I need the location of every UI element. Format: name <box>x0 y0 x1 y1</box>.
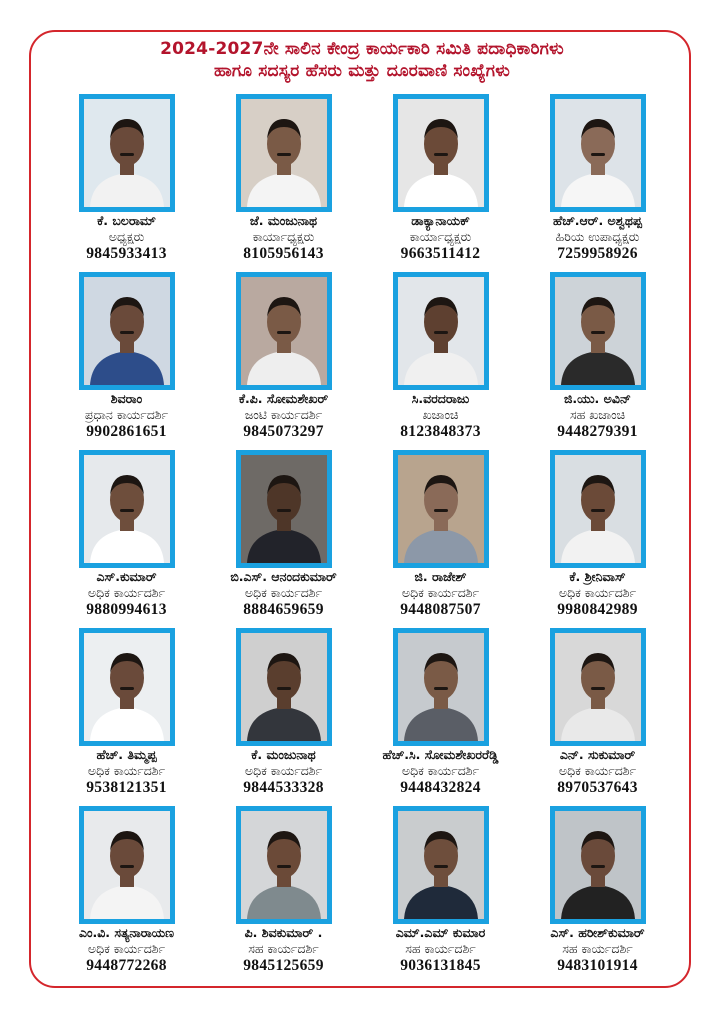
member-name: ಶಿವರಾಂ <box>110 391 143 406</box>
member-photo <box>79 628 175 746</box>
member-card <box>48 806 205 984</box>
member-photo <box>79 94 175 212</box>
member-role: ಹಿರಿಯ ಉಪಾಧ್ಯಕ್ಷರು <box>555 229 640 244</box>
member-name: ಡಾಕ್ಯಾನಾಯಕ್ <box>411 213 470 228</box>
member-card <box>362 94 519 272</box>
page-title-line-2: ಹಾಗೂ ಸದಸ್ಯರ ಹೆಸರು ಮತ್ತು ದೂರವಾಣಿ ಸಂಖ್ಯೆಗಳು <box>213 61 511 81</box>
member-photo <box>550 628 646 746</box>
member-photo <box>236 272 332 390</box>
member-photo <box>393 806 489 924</box>
member-name: ಪಿ. ಶಿವಕುಮಾರ್ . <box>244 925 323 940</box>
member-photo <box>393 94 489 212</box>
member-photo <box>236 94 332 212</box>
member-name: ಹೆಚ್.ಸಿ. ಸೋಮಶೇಖರರೆಡ್ಡಿ <box>382 747 499 762</box>
member-phone: 9448772268 <box>86 957 167 974</box>
member-photo <box>79 272 175 390</box>
member-phone: 9448432824 <box>400 779 481 796</box>
member-role: ಖಜಾಂಚಿ <box>422 407 459 422</box>
member-photo <box>79 450 175 568</box>
member-name: ಎಸ್. ಹರೀಶ್‌ಕುಮಾರ್ <box>550 925 645 940</box>
member-card <box>48 628 205 806</box>
member-photo <box>393 628 489 746</box>
member-role: ಅಧಿಕ ಕಾರ್ಯದರ್ಶಿ <box>87 763 166 778</box>
member-role: ಸಹ ಕಾರ್ಯದರ್ಶಿ <box>562 941 633 956</box>
member-phone: 9448087507 <box>400 601 481 618</box>
member-grid <box>48 94 676 984</box>
member-card <box>362 628 519 806</box>
member-card <box>519 272 676 450</box>
member-card <box>48 94 205 272</box>
member-name: ಕೆ. ಶ್ರೀನಿವಾಸ್ <box>569 569 626 584</box>
member-card <box>48 450 205 628</box>
member-role: ಸಹ ಖಜಾಂಚಿ <box>569 407 626 422</box>
member-phone: 9036131845 <box>400 957 481 974</box>
member-name: ಜಿ.ಯು. ಅವಿನ್ <box>564 391 631 406</box>
member-phone: 8123848373 <box>400 423 481 440</box>
member-role: ಅಧಿಕ ಕಾರ್ಯದರ್ಶಿ <box>87 585 166 600</box>
member-phone: 9902861651 <box>86 423 167 440</box>
member-phone: 9538121351 <box>86 779 167 796</box>
member-phone: 9845933413 <box>86 245 167 262</box>
member-phone: 8105956143 <box>243 245 324 262</box>
member-photo <box>79 806 175 924</box>
member-name: ಕೆ. ಮಂಜುನಾಥ <box>251 747 316 762</box>
member-role: ಕಾರ್ಯಾಧ್ಯಕ್ಷರು <box>409 229 472 244</box>
member-phone: 7259958926 <box>557 245 638 262</box>
member-name: ಎಮ್.ಎಮ್ ಕುಮಾರ <box>395 925 486 940</box>
member-photo <box>393 272 489 390</box>
member-role: ಕಾರ್ಯಾಧ್ಯಕ್ಷರು <box>252 229 315 244</box>
member-role: ಅಧಿಕ ಕಾರ್ಯದರ್ಶಿ <box>244 763 323 778</box>
member-phone: 9483101914 <box>557 957 638 974</box>
page-title-line-1: 2024-2027ನೇ ಸಾಲಿನ ಕೇಂದ್ರ ಕಾರ್ಯಕಾರಿ ಸಮಿತಿ ಪದಾಧಿಕಾರಿಗಳು <box>160 39 564 59</box>
member-name: ಬಿ.ಎಸ್. ಆನಂದಕುಮಾರ್ <box>230 569 337 584</box>
member-phone: 9448279391 <box>557 423 638 440</box>
member-role: ಜಂಟಿ ಕಾರ್ಯದರ್ಶಿ <box>244 407 323 422</box>
member-photo <box>550 806 646 924</box>
member-photo <box>236 450 332 568</box>
member-phone: 9880994613 <box>86 601 167 618</box>
member-role: ಅಧಿಕ ಕಾರ್ಯದರ್ಶಿ <box>401 763 480 778</box>
member-role: ಸಹ ಕಾರ್ಯದರ್ಶಿ <box>405 941 476 956</box>
member-phone: 9845125659 <box>243 957 324 974</box>
member-phone: 9663511412 <box>400 245 481 262</box>
member-phone: 9980842989 <box>557 601 638 618</box>
member-photo <box>550 94 646 212</box>
member-role: ಅಧಿಕ ಕಾರ್ಯದರ್ಶಿ <box>87 941 166 956</box>
member-name: ಜಿ. ರಾಜೇಶ್ <box>414 569 467 584</box>
member-role: ಸಹ ಕಾರ್ಯದರ್ಶಿ <box>248 941 319 956</box>
member-card <box>205 450 362 628</box>
member-photo <box>393 450 489 568</box>
member-card <box>362 806 519 984</box>
member-card <box>519 806 676 984</box>
member-phone: 8970537643 <box>557 779 638 796</box>
member-card <box>519 628 676 806</box>
member-role: ಅಧಿಕ ಕಾರ್ಯದರ್ಶಿ <box>558 763 637 778</box>
member-role: ಅಧಿಕ ಕಾರ್ಯದರ್ಶಿ <box>558 585 637 600</box>
member-name: ಎನ್. ಸುಕುಮಾರ್ <box>559 747 636 762</box>
member-photo <box>236 806 332 924</box>
member-role: ಅಧಿಕ ಕಾರ್ಯದರ್ಶಿ <box>401 585 480 600</box>
member-phone: 9844533328 <box>243 779 324 796</box>
member-role: ಅಧಿಕ ಕಾರ್ಯದರ್ಶಿ <box>244 585 323 600</box>
member-card <box>362 450 519 628</box>
member-name: ಎಂ.ವಿ. ಸತ್ಯನಾರಾಯಣ <box>78 925 175 940</box>
member-phone: 9845073297 <box>243 423 324 440</box>
member-phone: 8884659659 <box>243 601 324 618</box>
member-card <box>519 94 676 272</box>
member-card <box>205 806 362 984</box>
member-role: ಅಧ್ಯಕ್ಷರು <box>108 229 145 244</box>
member-name: ಹೆಚ್.ಆರ್. ಅಶ್ವಥಪ್ಪ <box>553 213 642 228</box>
member-name: ಎಸ್.ಕುಮಾರ್ <box>96 569 157 584</box>
member-name: ಹೆಚ್. ತಿಮ್ಮಪ್ಪ <box>96 747 157 762</box>
member-photo <box>550 450 646 568</box>
member-card <box>48 272 205 450</box>
member-role: ಪ್ರಧಾನ ಕಾರ್ಯದರ್ಶಿ <box>84 407 169 422</box>
member-name: ಜೆ. ಮಂಜುನಾಥ <box>249 213 318 228</box>
member-card <box>205 272 362 450</box>
member-photo <box>236 628 332 746</box>
member-name: ಸಿ.ವರದರಾಜು <box>411 391 470 406</box>
member-name: ಕೆ. ಬಲರಾಮ್ <box>97 213 156 228</box>
member-card <box>205 628 362 806</box>
member-card <box>519 450 676 628</box>
member-card <box>362 272 519 450</box>
member-name: ಕೆ.ಪಿ. ಸೋಮಶೇಖರ್ <box>238 391 329 406</box>
member-card <box>205 94 362 272</box>
member-photo <box>550 272 646 390</box>
